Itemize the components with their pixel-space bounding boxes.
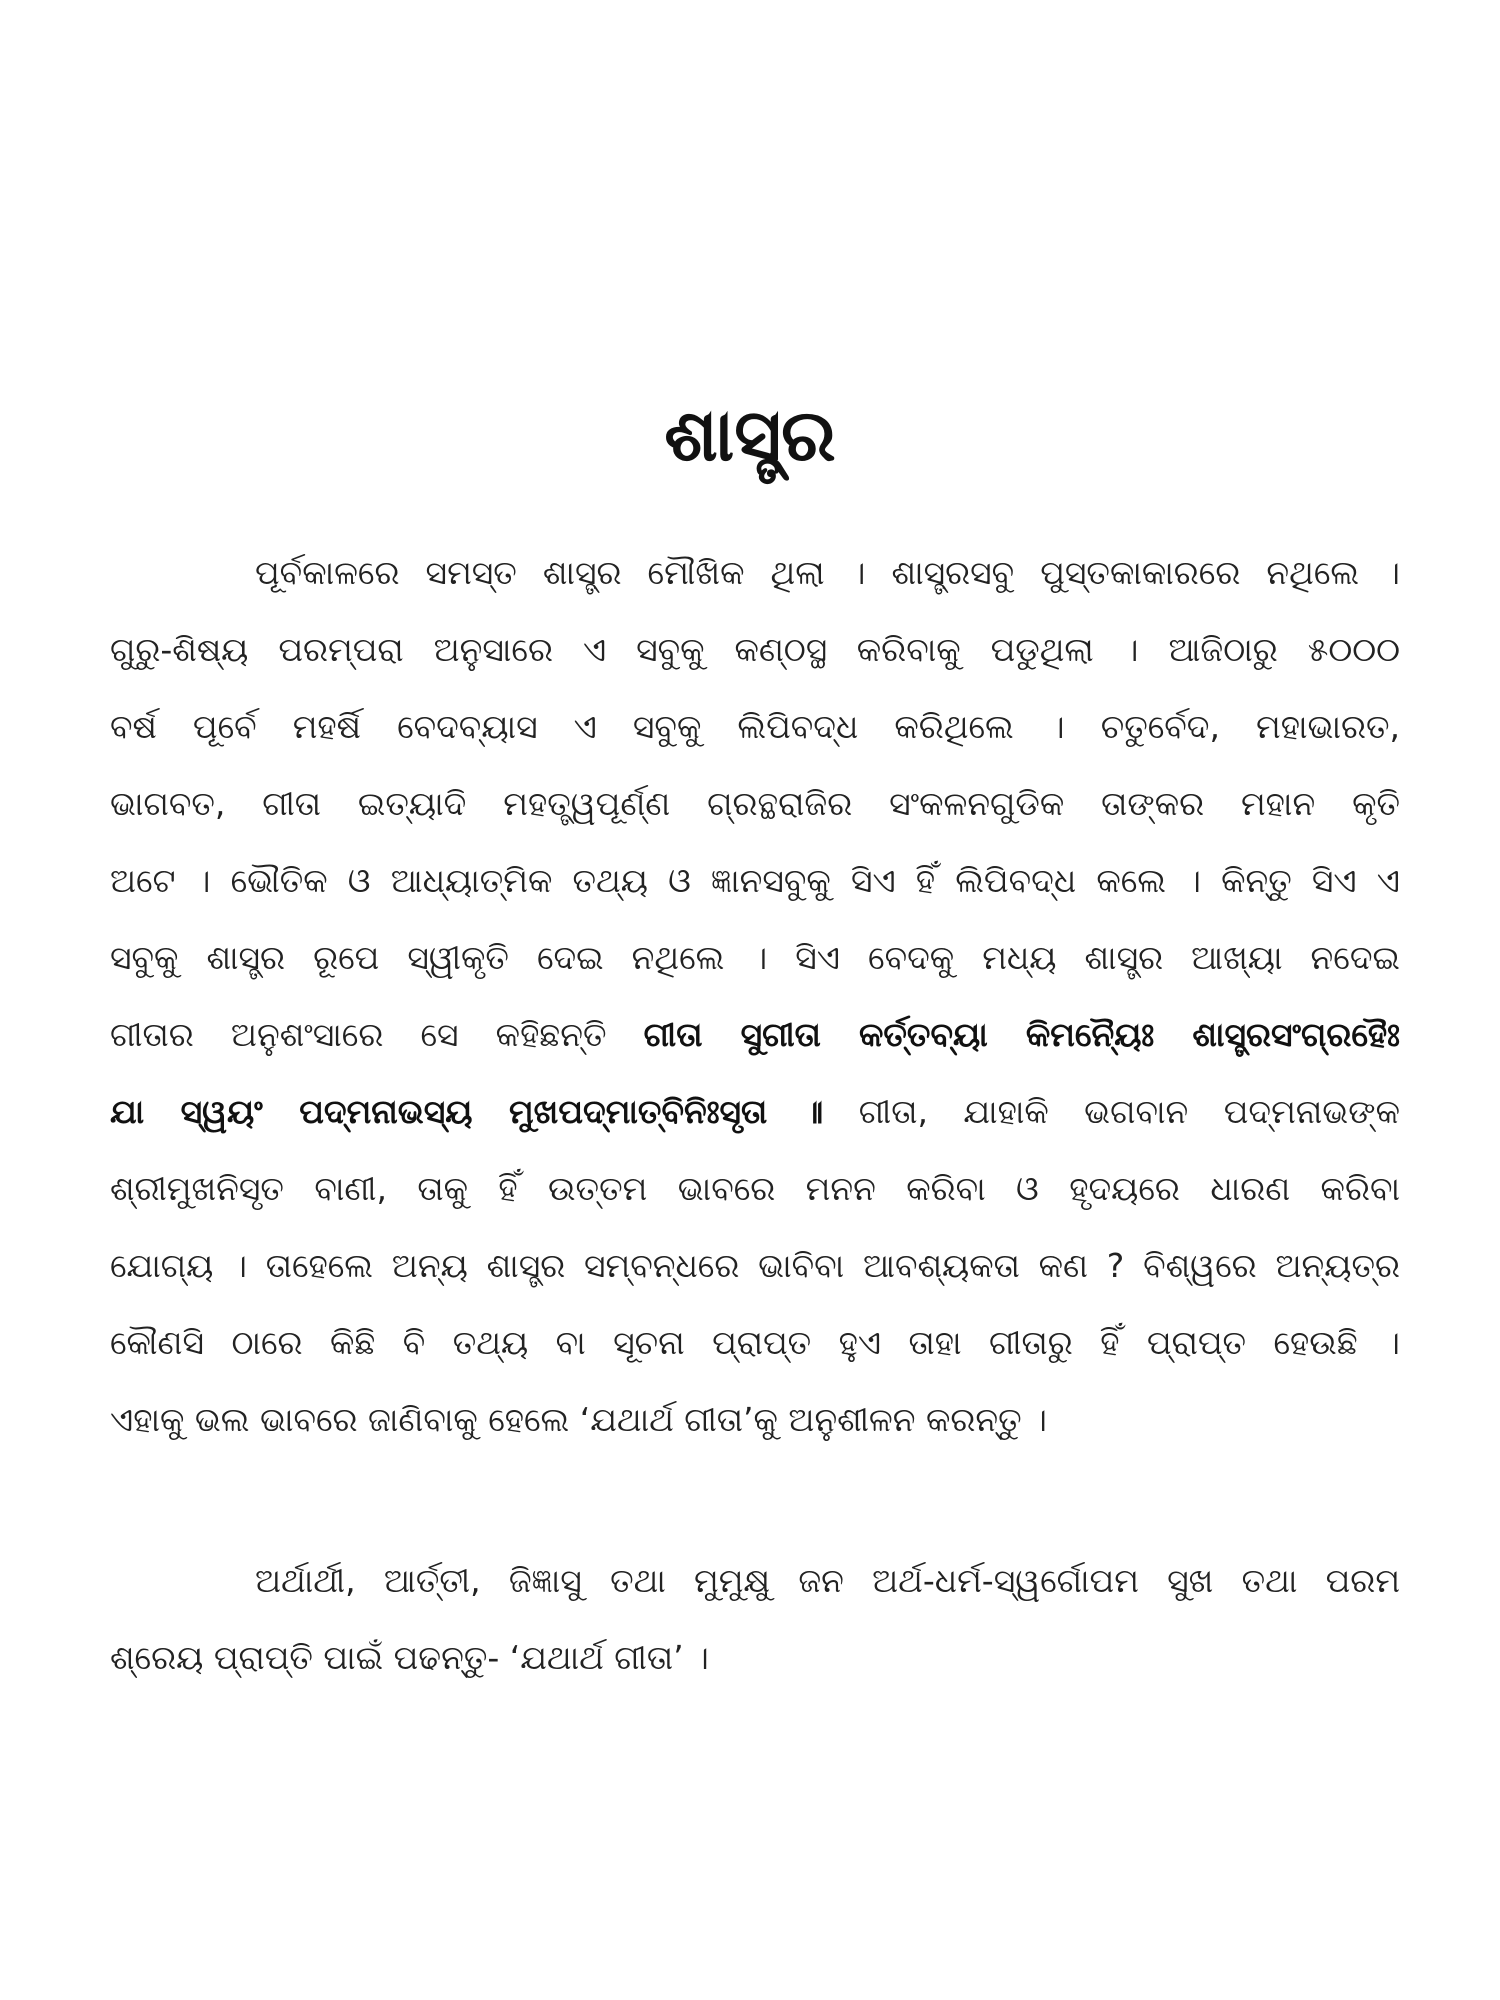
paragraph-line: କୌଣସି ଠାରେ କିଛି ବି ତଥ୍ୟ ବା ସୂଚନା ପ୍ରାପ୍ତ ହୁଏ ତାହା ଗୀତାରୁ ହିଁ ପ୍ରାପ୍ତ ହେଉଛି ।: [110, 1323, 1400, 1362]
paragraph-line: ବର୍ଷ ପୂର୍ବେ ମହର୍ଷି ବେଦବ୍ୟାସ ଏ ସବୁକୁ ଲିପିବଦ୍ଧ କରିଥିଲେ । ଚତୁର୍ବେଦ, ମହାଭାରତ,: [110, 707, 1400, 746]
paragraph-line: ଏହାକୁ ଭଲ ଭାବରେ ଜାଣିବାକୁ ହେଲେ ‘ଯଥାର୍ଥ ଗୀତା’କୁ ଅନୁଶୀଳନ କରନ୍ତୁ ।: [110, 1400, 1047, 1439]
page-title: ଶାସ୍ତ୍ର: [664, 393, 836, 477]
paragraph-line: ପୂର୍ବକାଳରେ ସମସ୍ତ ଶାସ୍ତ୍ର ମୌଖିକ ଥିଲା । ଶାସ୍ତ୍ରସବୁ ପୁସ୍ତକାକାରରେ ନଥିଲେ ।: [255, 553, 1400, 592]
line-text: ଗୀତା, ଯାହାକି ଭଗବାନ ପଦ୍ମନାଭଙ୍କ: [858, 1092, 1400, 1131]
paragraph-line: ଗୁରୁ-ଶିଷ୍ୟ ପରମ୍ପରା ଅନୁସାରେ ଏ ସବୁକୁ କଣ୍ଠସ୍ଥ କରିବାକୁ ପଡୁଥିଲା । ଆଜିଠାରୁ ୫୦୦୦: [110, 630, 1400, 669]
line-text: ଗୀତାର ଅନୁଶଂସାରେ ସେ କହିଛନ୍ତି: [110, 1015, 607, 1054]
paragraph-line: ସବୁକୁ ଶାସ୍ତ୍ର ରୂପେ ସ୍ୱୀକୃତି ଦେଇ ନଥିଲେ । ସିଏ ବେଦକୁ ମଧ୍ୟ ଶାସ୍ତ୍ର ଆଖ୍ୟା ନଦେଇ: [110, 938, 1400, 977]
paragraph-line: ଅଟେ । ଭୌତିକ ଓ ଆଧ୍ୟାତ୍ମିକ ତଥ୍ୟ ଓ ଜ୍ଞାନସବୁକୁ ସିଏ ହିଁ ଲିପିବଦ୍ଧ କଲେ । କିନ୍ତୁ ସିଏ ଏ: [110, 861, 1400, 900]
paragraph-line: ଶ୍ରେୟ ପ୍ରାପ୍ତି ପାଇଁ ପଢନ୍ତୁ- ‘ଯଥାର୍ଥ ଗୀତା’ ।: [110, 1638, 709, 1677]
paragraph-line: [110, 996, 1400, 1073]
paragraph-line: ଶ୍ରୀମୁଖନିସୃତ ବାଣୀ, ତାକୁ ହିଁ ଉତ୍ତମ ଭାବରେ ମନନ କରିବା ଓ ହୃଦୟରେ ଧାରଣ କରିବା: [110, 1169, 1400, 1208]
paragraph-1: [110, 534, 1400, 1458]
paragraph-line: ଯୋଗ୍ୟ । ତାହେଲେ ଅନ୍ୟ ଶାସ୍ତ୍ର ସମ୍ବନ୍ଧରେ ଭାବିବା ଆବଶ୍ୟକତା କଣ ? ବିଶ୍ୱରେ ଅନ୍ୟତ୍ର: [110, 1246, 1400, 1285]
paragraph-line: ଭାଗବତ, ଗୀତା ଇତ୍ୟାଦି ମହତ୍ତ୍ୱପୂର୍ଣ୍ଣ ଗ୍ରନ୍ଥରାଜିର ସଂକଳନଗୁଡିକ ତାଙ୍କର ମହାନ କୃତି: [110, 784, 1400, 823]
sanskrit-verse-part-1: ଗୀତା ସୁଗୀତା କର୍ତ୍ତବ୍ୟା କିମନ୍ୟୈଃ ଶାସ୍ତ୍ରସଂଗ୍ରହୈଃ: [643, 1015, 1400, 1054]
paragraph-line: ଅର୍ଥାର୍ଥୀ, ଆର୍ତ୍ତୀ, ଜିଜ୍ଞାସୁ ତଥା ମୁମୁକ୍ଷୁ ଜନ ଅର୍ଥ-ଧର୍ମ-ସ୍ୱର୍ଗୋପମ ସୁଖ ତଥା ପରମ: [255, 1561, 1400, 1600]
paragraph-line: [110, 1073, 1400, 1150]
paragraph-2: [110, 1542, 1400, 1696]
sanskrit-verse-part-2: ଯା ସ୍ୱୟଂ ପଦ୍ମନାଭସ୍ୟ ମୁଖପଦ୍ମାତ୍‌ବିନିଃସୃତା ॥: [110, 1092, 824, 1131]
